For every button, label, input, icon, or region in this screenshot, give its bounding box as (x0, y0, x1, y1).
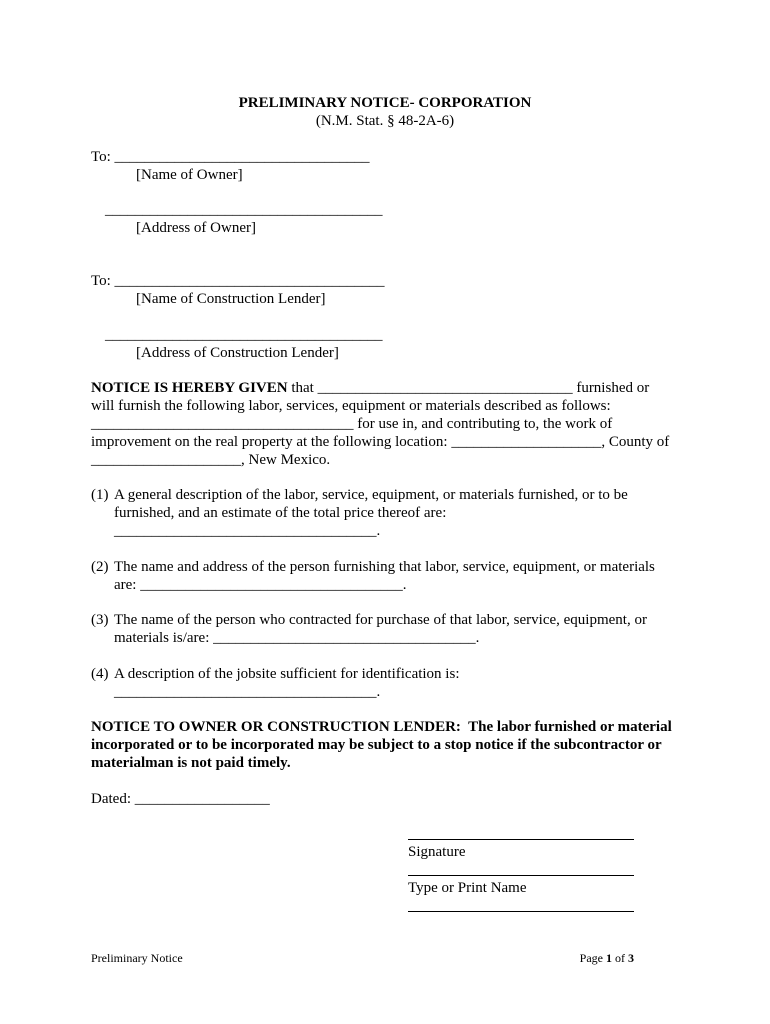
item-1-line-1: A general description of the labor, service, equipment, or materials furnished, or to be (114, 487, 628, 503)
notice-lead: NOTICE IS HEREBY GIVEN (91, 380, 288, 396)
page-current: 1 (606, 951, 612, 965)
item-2-line-2: are: ___________________________________. (114, 577, 407, 593)
item-3-number: (3) (91, 612, 109, 628)
item-1-line-3: ___________________________________. (114, 523, 381, 539)
lender-address-label: [Address of Construction Lender] (136, 345, 339, 361)
item-1-line-2: furnished, and an estimate of the total price thereof are: (114, 505, 447, 521)
item-2-number: (2) (91, 559, 109, 575)
dated-line: Dated: __________________ (91, 791, 270, 807)
to-lender-line: To: ____________________________________ (91, 273, 385, 289)
lender-address-line: _____________________________________ (105, 327, 383, 343)
to-owner-line: To: __________________________________ (91, 149, 370, 165)
notice-line-5: ____________________, New Mexico. (91, 452, 331, 468)
item-2-line-1: The name and address of the person furnishing that labor, service, equipment, or materials (114, 559, 655, 575)
item-3-line-2: materials is/are: ___________________________________. (114, 630, 480, 646)
item-4-line-1: A description of the jobsite sufficient for identification is: (114, 666, 460, 682)
print-name-label: Type or Print Name (408, 880, 527, 896)
warning-line-1: NOTICE TO OWNER OR CONSTRUCTION LENDER: The labor furnished or material (91, 719, 672, 735)
notice-line-3: ___________________________________ for use in, and contributing to, the work of (91, 416, 613, 432)
document-title: PRELIMINARY NOTICE- CORPORATION (238, 95, 532, 111)
footer-page-number (548, 949, 634, 967)
item-1-number: (1) (91, 487, 109, 503)
item-3-line-1: The name of the person who contracted for purchase of that labor, service, equipment, or (114, 612, 647, 628)
warning-line-3: materialman is not paid timely. (91, 755, 291, 771)
notice-line-1-rest: that __________________________________ furnished or (287, 380, 650, 396)
page-prefix: Page (579, 951, 606, 965)
notice-line-4: improvement on the real property at the following location: ____________________, County of (91, 434, 670, 450)
owner-address-line: _____________________________________ (105, 202, 383, 218)
lender-name-label: [Name of Construction Lender] (136, 291, 326, 307)
owner-name-label: [Name of Owner] (136, 167, 243, 183)
item-4-number: (4) (91, 666, 109, 682)
owner-address-label: [Address of Owner] (136, 220, 256, 236)
page-total: 3 (628, 951, 634, 965)
print-name-rule (408, 875, 634, 876)
signature-label: Signature (408, 844, 466, 860)
item-4-line-2: ___________________________________. (114, 684, 381, 700)
warning-line-2: incorporated or to be incorporated may be subject to a stop notice if the subcontractor or (91, 737, 662, 753)
signature-rule (408, 839, 634, 840)
extra-rule (408, 911, 634, 912)
footer-title: Preliminary Notice (91, 951, 183, 965)
notice-line-1 (91, 379, 649, 397)
notice-line-2: will furnish the following labor, services, equipment or materials described as follows: (91, 398, 611, 414)
page-of: of (612, 951, 628, 965)
document-subtitle: (N.M. Stat. § 48-2A-6) (315, 113, 455, 129)
